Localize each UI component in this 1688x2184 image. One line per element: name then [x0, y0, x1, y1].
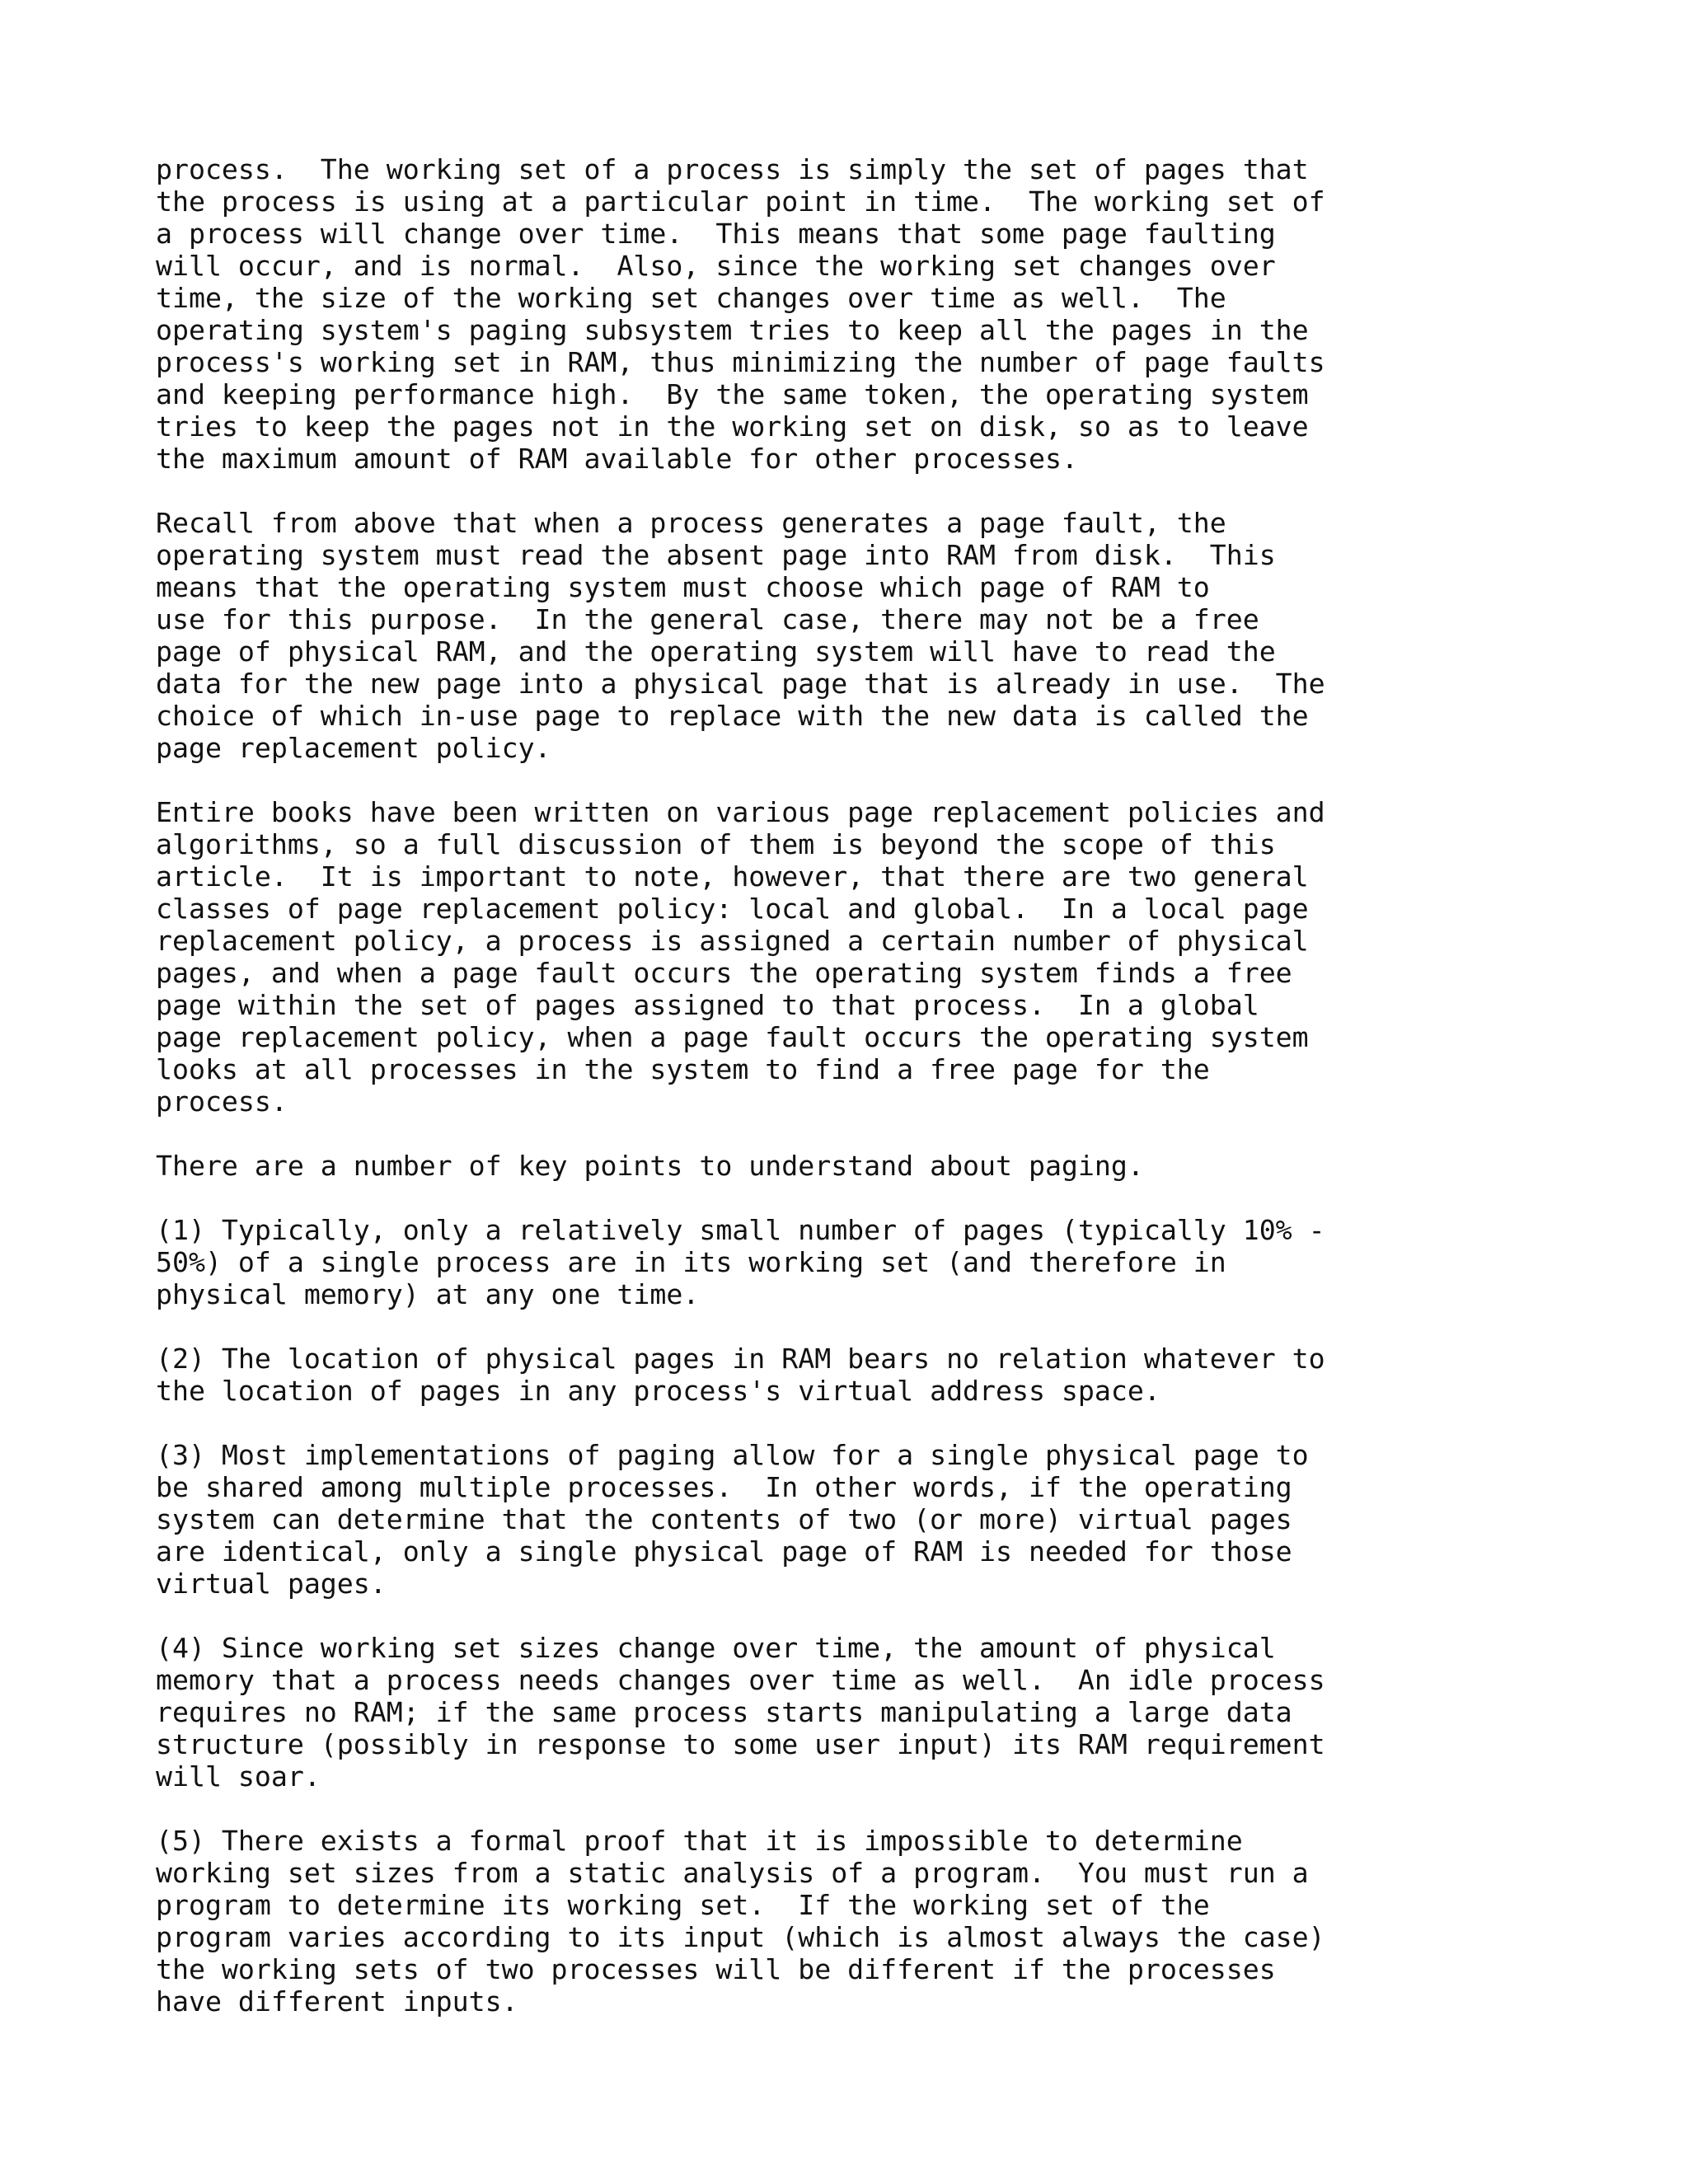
- key-point-1: [156, 1214, 1639, 1310]
- text-line: the location of pages in any process's virtual address space.: [156, 1375, 1160, 1407]
- text-line: use for this purpose. In the general case, there may not be a free: [156, 603, 1259, 635]
- key-point-2: [156, 1343, 1639, 1407]
- text-line: process. The working set of a process is simply the set of pages that: [156, 153, 1309, 185]
- text-line: are identical, only a single physical page of RAM is needed for those: [156, 1535, 1292, 1568]
- key-point-4: [156, 1632, 1639, 1793]
- text-line: (2) The location of physical pages in RAM bears no relation whatever to: [156, 1343, 1325, 1375]
- text-line: be shared among multiple processes. In other words, if the operating: [156, 1471, 1292, 1503]
- text-line: program varies according to its input (which is almost always the case): [156, 1921, 1325, 1953]
- paragraph-replacement-policies: [156, 796, 1639, 1118]
- document-page: [156, 153, 1639, 2050]
- text-line: (3) Most implementations of paging allow for a single physical page to: [156, 1439, 1309, 1471]
- text-line: and keeping performance high. By the same token, the operating system: [156, 378, 1309, 410]
- text-line: page replacement policy, when a page fault occurs the operating system: [156, 1021, 1309, 1053]
- text-line: the maximum amount of RAM available for other processes.: [156, 443, 1078, 475]
- text-line: program to determine its working set. If the working set of the: [156, 1889, 1210, 1921]
- text-line: process.: [156, 1085, 288, 1118]
- text-line: process's working set in RAM, thus minimizing the number of page faults: [156, 346, 1325, 378]
- text-line: memory that a process needs changes over time as well. An idle process: [156, 1664, 1325, 1696]
- text-line: 50%) of a single process are in its working set (and therefore in: [156, 1246, 1226, 1278]
- text-line: operating system must read the absent page into RAM from disk. This: [156, 539, 1276, 571]
- text-line: page within the set of pages assigned to that process. In a global: [156, 989, 1259, 1021]
- text-line: data for the new page into a physical page that is already in use. The: [156, 668, 1325, 700]
- text-line: Entire books have been written on various page replacement policies and: [156, 796, 1325, 828]
- text-line: classes of page replacement policy: local and global. In a local page: [156, 893, 1309, 925]
- key-point-3: [156, 1439, 1639, 1600]
- text-line: the process is using at a particular point in time. The working set of: [156, 185, 1325, 218]
- text-line: system can determine that the contents of two (or more) virtual pages: [156, 1503, 1292, 1535]
- paragraph-key-points-intro: [156, 1150, 1639, 1182]
- text-line: article. It is important to note, however, that there are two general: [156, 860, 1309, 893]
- text-line: a process will change over time. This means that some page faulting: [156, 218, 1276, 250]
- paragraph-working-set: [156, 153, 1639, 475]
- text-line: Recall from above that when a process generates a page fault, the: [156, 507, 1226, 539]
- key-point-5: [156, 1825, 1639, 2018]
- text-line: (4) Since working set sizes change over time, the amount of physical: [156, 1632, 1276, 1664]
- text-line: virtual pages.: [156, 1568, 387, 1600]
- text-line: structure (possibly in response to some user input) its RAM requirement: [156, 1728, 1325, 1760]
- text-line: physical memory) at any one time.: [156, 1278, 700, 1310]
- text-line: looks at all processes in the system to find a free page for the: [156, 1053, 1210, 1085]
- text-line: working set sizes from a static analysis of a program. You must run a: [156, 1857, 1309, 1889]
- text-line: There are a number of key points to understand about paging.: [156, 1150, 1144, 1182]
- text-line: time, the size of the working set changes over time as well. The: [156, 282, 1226, 314]
- text-line: have different inputs.: [156, 1985, 518, 2018]
- paragraph-page-fault: [156, 507, 1639, 764]
- text-line: the working sets of two processes will be different if the processes: [156, 1953, 1276, 1985]
- text-line: page of physical RAM, and the operating system will have to read the: [156, 635, 1276, 668]
- text-line: choice of which in-use page to replace with the new data is called the: [156, 700, 1309, 732]
- text-line: page replacement policy.: [156, 732, 551, 764]
- text-line: algorithms, so a full discussion of them is beyond the scope of this: [156, 828, 1276, 860]
- text-line: means that the operating system must choose which page of RAM to: [156, 571, 1210, 603]
- text-line: requires no RAM; if the same process starts manipulating a large data: [156, 1696, 1292, 1728]
- text-line: operating system's paging subsystem tries to keep all the pages in the: [156, 314, 1309, 346]
- text-line: will occur, and is normal. Also, since the working set changes over: [156, 250, 1276, 282]
- text-line: tries to keep the pages not in the working set on disk, so as to leave: [156, 410, 1309, 443]
- text-line: will soar.: [156, 1760, 321, 1793]
- text-line: replacement policy, a process is assigned a certain number of physical: [156, 925, 1309, 957]
- text-line: (1) Typically, only a relatively small number of pages (typically 10% -: [156, 1214, 1325, 1246]
- text-line: (5) There exists a formal proof that it is impossible to determine: [156, 1825, 1243, 1857]
- text-line: pages, and when a page fault occurs the operating system finds a free: [156, 957, 1292, 989]
